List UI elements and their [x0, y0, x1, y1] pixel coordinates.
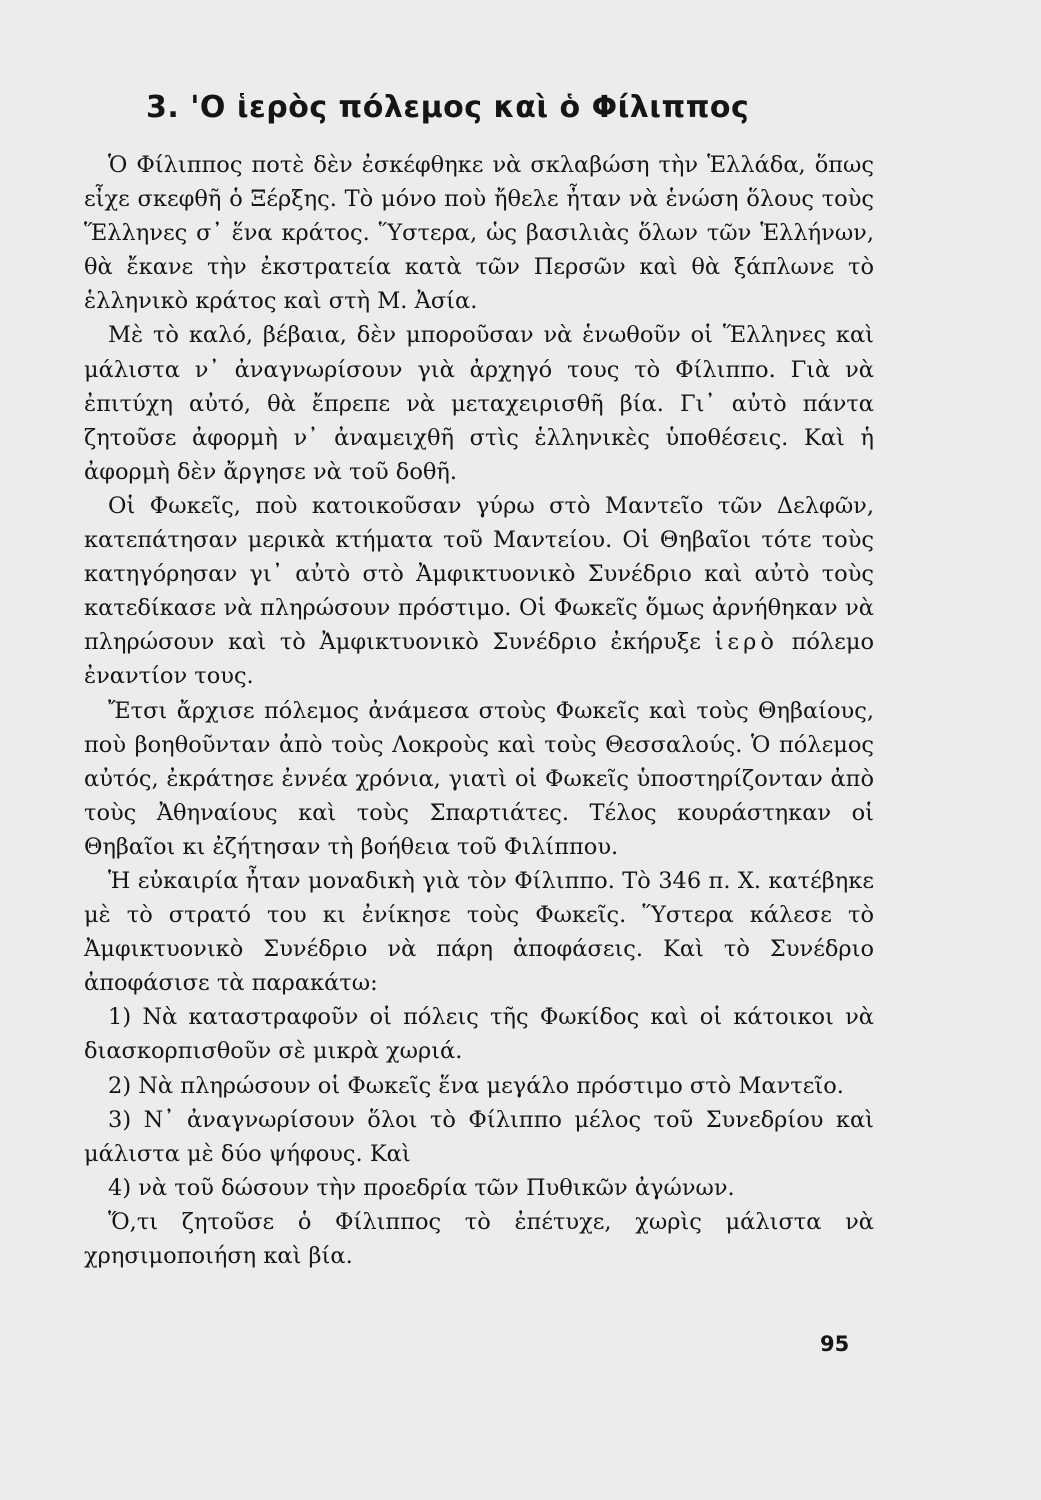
- decision-item-1: 1) Νὰ καταστραφοῦν οἱ πόλεις τῆς Φωκίδος καὶ οἱ κάτοικοι νὰ διασκορπισθοῦν σὲ μικρὰ χωριά.: [84, 1004, 874, 1065]
- decision-item-3: 3) Ν᾽ ἀναγνωρίσουν ὅλοι τὸ Φίλιππο μέλος τοῦ Συνεδρίου καὶ μάλιστα μὲ δύο ψήφους. Καὶ: [84, 1106, 874, 1167]
- chapter-body: [84, 148, 874, 1273]
- decision-item-2: 2) Νὰ πληρώσουν οἱ Φωκεῖς ἕνα μεγάλο πρόστιμο στὸ Μαντεῖο.: [108, 1072, 844, 1099]
- paragraph-4: Ἔτσι ἄρχισε πόλεμος ἀνάμεσα στοὺς Φωκεῖς καὶ τοὺς Θηβαίους, ποὺ βοηθοῦνταν ἀπὸ τοὺς Λοκροὺς καὶ τοὺς Θεσσαλούς. Ὁ πόλεμος αὐτός, ἐκράτησε ἐννέα χρόνια, γιατὶ οἱ Φωκεῖς ὑποστηρίζονταν ἀπὸ τοὺς Ἀθηναίους καὶ τοὺς Σπαρτιάτες. Τέλος κουράστηκαν οἱ Θηβαῖοι κι ἐζήτησαν τὴ βοήθεια τοῦ Φιλίππου.: [84, 697, 874, 860]
- paragraph-3-text-b: πόλεμο ἐναντίον τους.: [84, 629, 875, 690]
- decision-item-4: 4) νὰ τοῦ δώσουν τὴν προεδρία τῶν Πυθικῶν ἀγώνων.: [108, 1174, 735, 1201]
- paragraph-5: Ἡ εὐκαιρία ἦταν μοναδικὴ γιὰ τὸν Φίλιππο. Τὸ 346 π. Χ. κατέβηκε μὲ τὸ στρατό του κι ἐνίκησε τοὺς Φωκεῖς. Ὕστερα κάλεσε τὸ Ἀμφικτυονικὸ Συνέδριο νὰ πάρη ἀποφάσεις. Καὶ τὸ Συνέδριο ἀποφάσισε τὰ παρακάτω:: [84, 867, 874, 997]
- paragraph-3-text-a: Οἱ Φωκεῖς, ποὺ κατοικοῦσαν γύρω στὸ Μαντεῖο τῶν Δελφῶν, κατεπάτησαν μερικὰ κτήματα τοῦ Μαντείου. Οἱ Θηβαῖοι τότε τοὺς κατηγόρησαν γι᾽ αὐτὸ στὸ Ἀμφικτυονικὸ Συνέδριο καὶ αὐτὸ τοὺς κατεδίκασε νὰ πληρώσουν πρόστιμο. Οἱ Φωκεῖς ὅμως ἀρνήθηκαν νὰ πληρώσουν καὶ τὸ Ἀμφικτυονικὸ Συνέδριο ἐκήρυξε: [84, 492, 874, 656]
- sacred-emphasis: ἱερὸ: [714, 629, 778, 656]
- paragraph-2: Μὲ τὸ καλό, βέβαια, δὲν μποροῦσαν νὰ ἑνωθοῦν οἱ Ἕλληνες καὶ μάλιστα ν᾽ ἀναγνωρίσουν γιὰ ἀρχηγό τους τὸ Φίλιππο. Γιὰ νὰ ἐπιτύχη αὐτό, θὰ ἔπρεπε νὰ μεταχειρισθῆ βία. Γι᾽ αὐτὸ πάντα ζητοῦσε ἀφορμὴ ν᾽ ἀναμειχθῆ στὶς ἑλληνικὲς ὑποθέσεις. Καὶ ἡ ἀφορμὴ δὲν ἄργησε νὰ τοῦ δοθῆ.: [84, 322, 874, 485]
- paragraph-1: Ὁ Φίλιππος ποτὲ δὲν ἐσκέφθηκε νὰ σκλαβώση τὴν Ἑλλάδα, ὅπως εἶχε σκεφθῆ ὁ Ξέρξης. Τὸ μόνο ποὺ ἤθελε ἦταν νὰ ἑνώση ὅλους τοὺς Ἕλληνες σ᾽ ἕνα κράτος. Ὕστερα, ὡς βασιλιὰς ὅλων τῶν Ἑλλήνων, θὰ ἔκανε τὴν ἐκστρατεία κατὰ τῶν Περσῶν καὶ θὰ ξάπλωνε τὸ ἑλληνικὸ κράτος καὶ στὴ Μ. Ἀσία.: [84, 152, 874, 315]
- page-number: 95: [820, 1332, 850, 1356]
- closing-paragraph: Ὅ,τι ζητοῦσε ὁ Φίλιππος τὸ ἐπέτυχε, χωρὶς μάλιστα νὰ χρησιμοποιήση καὶ βία.: [84, 1208, 874, 1269]
- paragraph-3: [84, 489, 874, 694]
- chapter-title: 3. 'Ο ἱερὸς πόλεμος καὶ ὁ Φίλιππος: [146, 90, 750, 125]
